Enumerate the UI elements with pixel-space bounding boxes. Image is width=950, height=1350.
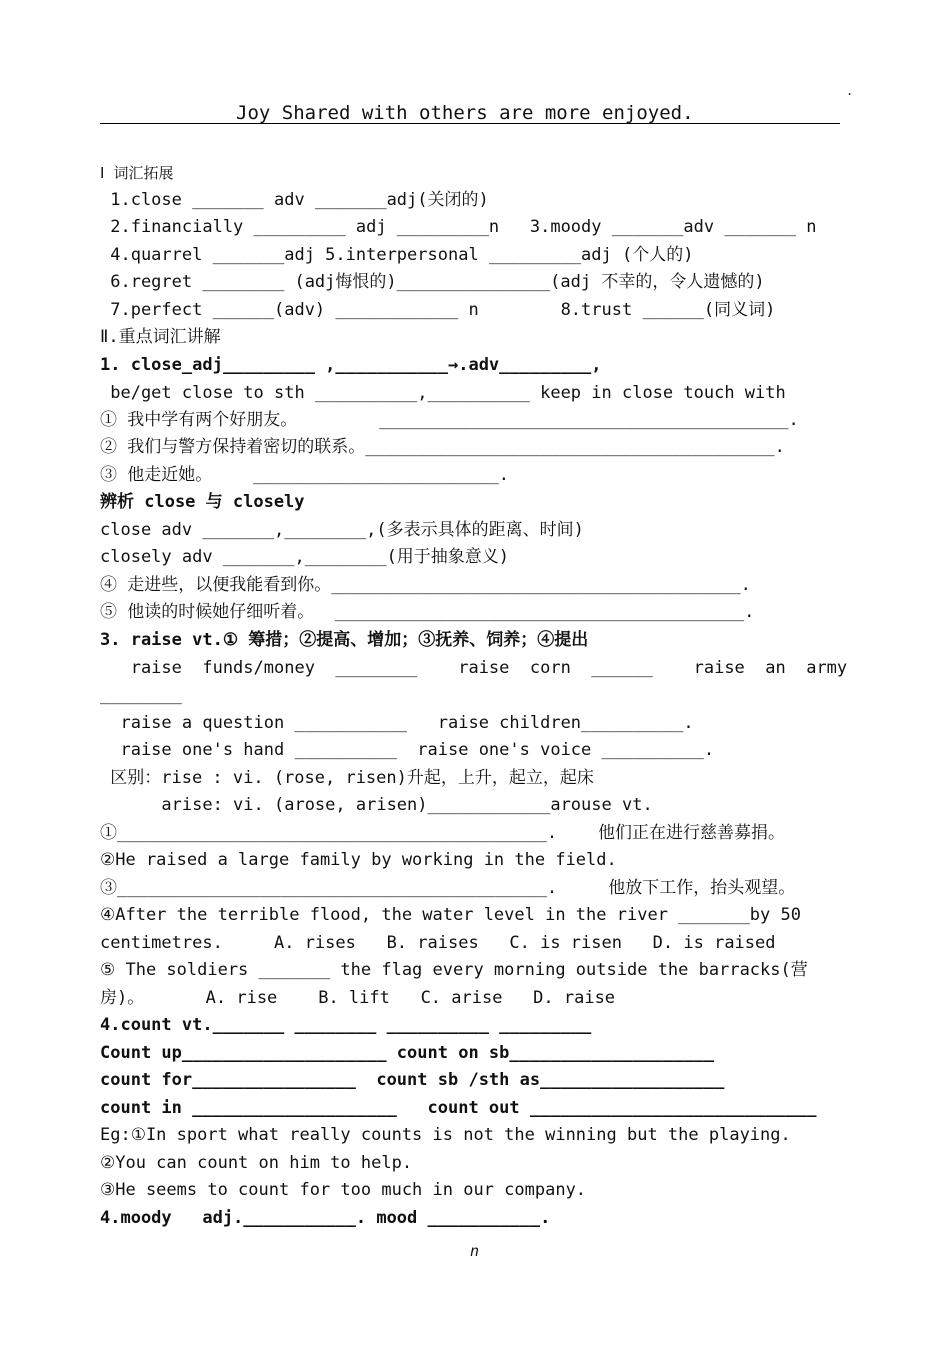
worksheet-line: ③__________________________________________. 他放下工作，抬头观望。 [100, 878, 796, 898]
worksheet-line: 1. close_adj_________ ,___________→.adv_________, [100, 355, 602, 375]
worksheet-line: arise: vi. (arose, arisen)____________arouse vt. [100, 795, 653, 815]
worksheet-line: 房)。 A. rise B. lift C. arise D. raise [100, 988, 616, 1008]
worksheet-line: 区别：rise : vi. (rose, risen)升起，上升，起立，起床 [100, 768, 594, 788]
worksheet-line: close adv _______,________,(多表示具体的距离、时间) [100, 520, 584, 540]
worksheet-line: ② 我们与警方保持着密切的联系。________________________________________. [100, 437, 785, 457]
worksheet-line: ⑤ The soldiers _______ the flag every morning outside the barracks(营 [100, 960, 808, 980]
worksheet-line: raise funds/money ________ raise corn ______ raise an army [100, 658, 848, 678]
worksheet-line: centimetres. A. rises B. raises C. is risen D. is raised [100, 933, 776, 953]
worksheet-line: 6.regret ________ (adj悔恨的)_______________(adj 不幸的，令人遗憾的) [100, 272, 765, 292]
worksheet-line: 辨析 close 与 closely [100, 492, 305, 512]
page-title: Joy Shared with others are more enjoyed. [100, 100, 840, 124]
worksheet-line: 2.financially _________ adj _________n 3.moody _______adv _______ n [100, 217, 817, 237]
worksheet-line: Count up____________________ count on sb____________________ [100, 1043, 715, 1063]
worksheet-line: count for________________ count sb /sth as__________________ [100, 1070, 725, 1090]
worksheet-line: 1.close _______ adv _______adj(关闭的) [100, 190, 489, 210]
worksheet-line: count in ____________________ count out ____________________________ [100, 1098, 817, 1118]
worksheet-line: ________ [100, 685, 182, 705]
worksheet-line: Ⅰ 词汇拓展 [100, 164, 174, 182]
worksheet-line: raise one's hand __________ raise one's voice __________. [100, 740, 715, 760]
worksheet-line: 4.quarrel _______adj 5.interpersonal _________adj (个人的) [100, 245, 694, 265]
worksheet-line: ③ 他走近她。 ________________________. [100, 465, 510, 485]
worksheet-line: ④ 走进些，以便我能看到你。________________________________________. [100, 575, 751, 595]
worksheet-line: ① 我中学有两个好朋友。 ________________________________________. [100, 410, 799, 430]
worksheet-line: raise a question ___________ raise children__________. [100, 713, 694, 733]
worksheet-line: ⑤ 他读的时候她仔细听着。 ________________________________________. [100, 602, 755, 622]
worksheet-line: ②You can count on him to help. [100, 1153, 413, 1173]
worksheet-line: ②He raised a large family by working in the field. [100, 850, 617, 870]
worksheet-line: 7.perfect ______(adv) ____________ n 8.trust ______(同义词) [100, 300, 776, 320]
worksheet-line: 4.count vt._______ ________ __________ _________ [100, 1015, 592, 1035]
worksheet-line: ①__________________________________________. 他们正在进行慈善募捐。 [100, 823, 786, 843]
worksheet-line: ④After the terrible flood, the water level in the river _______by 50 [100, 905, 801, 925]
worksheet-line: 3. raise vt.① 筹措；②提高、增加；③抚养、饲养；④提出 [100, 630, 589, 650]
worksheet-line: Ⅱ.重点词汇讲解 [100, 327, 221, 347]
worksheet-line: ③He seems to count for too much in our company. [100, 1180, 587, 1200]
worksheet-line: be/get close to sth __________,__________ keep in close touch with [100, 383, 786, 403]
worksheet-line: 4.moody adj.___________. mood ___________. [100, 1208, 551, 1228]
corner-dot: . [846, 84, 854, 98]
worksheet-line: closely adv _______,________(用于抽象意义) [100, 547, 510, 567]
page-footer: n [470, 1242, 480, 1260]
worksheet-line: Eg:①In sport what really counts is not the winning but the playing. [100, 1125, 791, 1145]
